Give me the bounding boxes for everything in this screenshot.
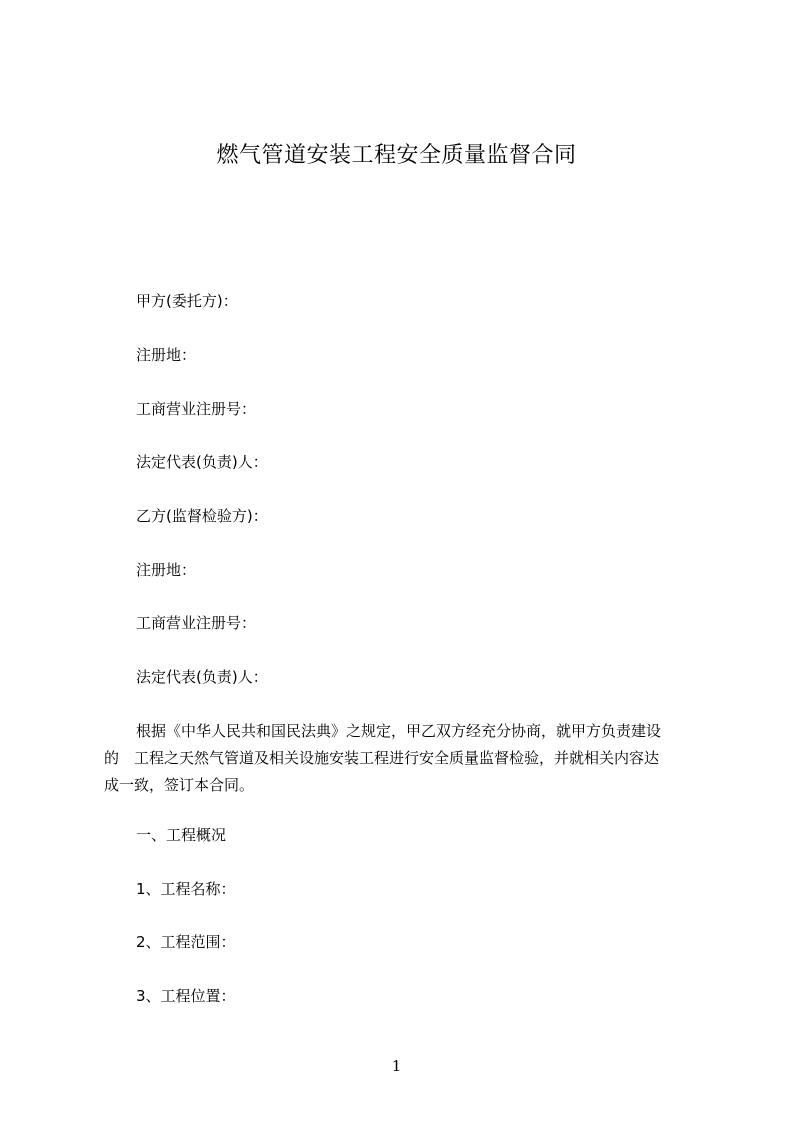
project-name-item: 1、工程名称：	[136, 880, 236, 898]
contract-title: 燃气管道安装工程安全质量监督合同	[216, 143, 577, 168]
party-a-legal-rep: 法定代表(负责)人：	[136, 453, 268, 471]
party-a-registration-no: 工商营业注册号：	[136, 400, 257, 418]
party-b-label: 乙方(监督检验方)：	[136, 507, 268, 525]
project-scope-item: 2、工程范围：	[136, 933, 236, 951]
preamble-line: 的 工程之天然气管道及相关设施安装工程进行安全质量监督检验，并就相关内容达	[104, 749, 660, 767]
party-a-label: 甲方(委托方)：	[136, 292, 238, 310]
party-b-legal-rep: 法定代表(负责)人：	[136, 668, 268, 686]
party-a-registered-address: 注册地：	[136, 346, 197, 364]
page-number: 1	[391, 1057, 402, 1075]
party-b-registered-address: 注册地：	[136, 561, 197, 579]
project-location-item: 3、工程位置：	[136, 987, 236, 1005]
party-b-registration-no: 工商营业注册号：	[136, 614, 257, 632]
preamble-line: 根据《中华人民共和国民法典》之规定，甲乙双方经充分协商，就甲方负责建设	[136, 722, 662, 740]
preamble-paragraph	[104, 718, 704, 799]
section-1-heading: 一、工程概况	[136, 826, 227, 844]
preamble-line: 成一致，签订本合同。	[104, 776, 255, 794]
